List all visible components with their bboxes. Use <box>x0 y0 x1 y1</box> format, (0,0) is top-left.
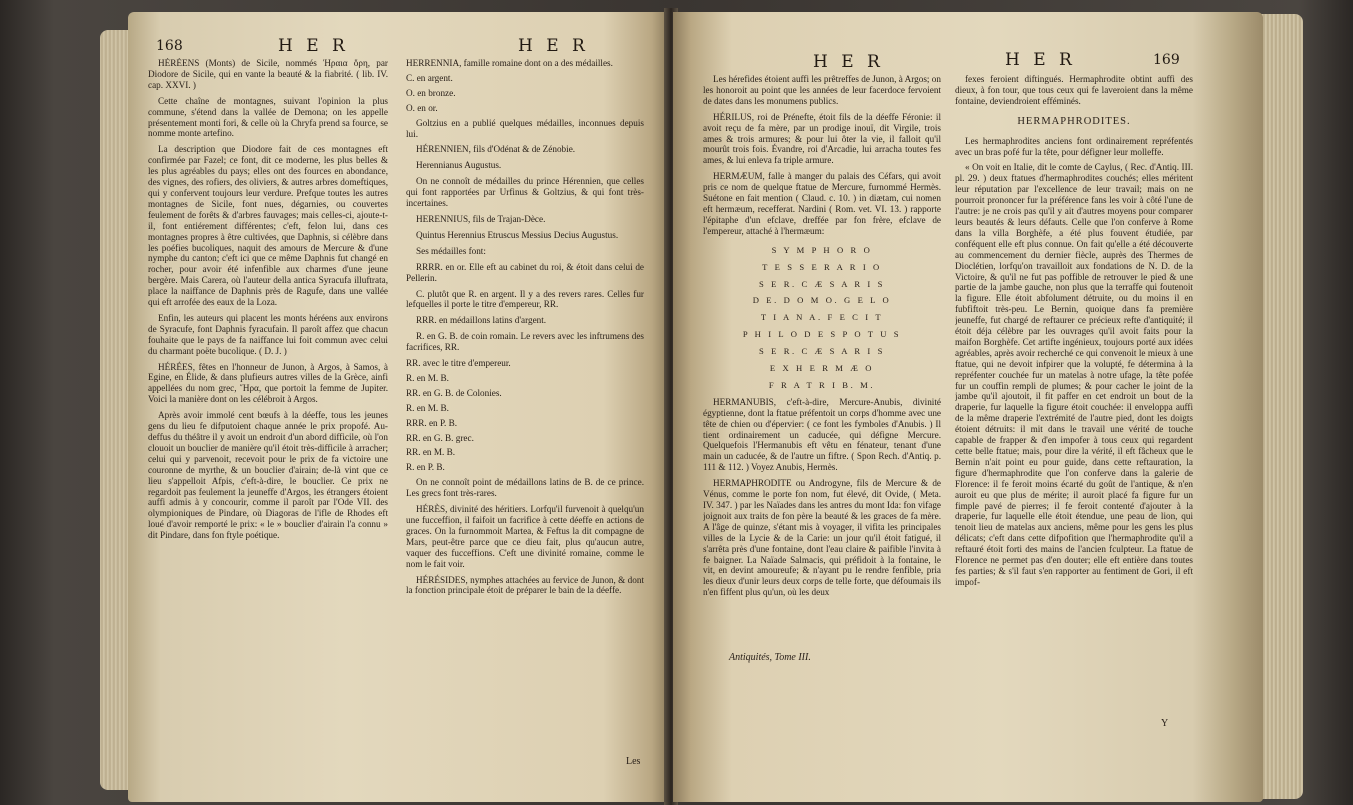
medal-entry: RR. en G. B. de Colonies. <box>406 387 502 398</box>
inscription-line: E X H E R M Æ O <box>769 363 875 374</box>
paragraph: Goltzius en a publié quelques médailles, inconnues depuis lui. <box>406 117 644 139</box>
medal-entry: RR. en G. B. grec. <box>406 432 474 443</box>
column-right <box>406 58 644 764</box>
medal-entry: R. en P. B. <box>406 462 445 473</box>
page-number: 169 <box>1153 52 1180 68</box>
medal-entry: R. en M. B. <box>406 372 449 383</box>
paragraph: Cette chaîne de montagnes, suivant l'opinion la plus commune, s'étend dans la vallée de Demona; on les appelle présentement monti fori, & celle où la Chryfa prend sa fource, se nomme monte artefino. <box>148 95 388 139</box>
paragraph: Herennianus Augustus. <box>416 160 502 171</box>
paragraph: R. en G. B. de coin romain. Le revers avec les inftrumens des facrifices, RR. <box>406 331 644 353</box>
paragraph: HERMÆUM, falle à manger du palais des Céfars, qui avoit pris ce nom de quelque ftatue de Mercure, furnommé Hermès. Suétone en fait mention ( Claud. c. 10. ) in diætam, cui nomen eft hermæum, recefferat. Nardini ( Rom. vet. VI. 13. ) rapporte l'épitaphe d'un efclave, dreffée par fon frère, efclave de l'empereur, attaché à l'hermæum: <box>703 171 941 236</box>
paragraph: HÉRÉSIDES, nymphes attachées au fervice de Junon, & dont la fonction principale étoit de préparer le bain de la déeffe. <box>406 574 644 596</box>
inscription-line: T E S S E R A R I O <box>762 261 882 272</box>
entries <box>955 74 1193 107</box>
paragraph: HÉRILUS, roi de Prénefte, étoit fils de la déeffe Féronie: il avoit reçu de fa mère, par un prodige inouï, dit Virgile, trois ames & trois armures; & pour lui ôter la vie, il falloit qu'il mourût trois fois. Évandre, roi d'Arcadie, lui arracha toutes fes ames, & lui enleva fa triple armure. <box>703 111 941 166</box>
paragraph: HERENNIUS, fils de Trajan-Dèce. <box>416 213 546 224</box>
medal-entry: O. en bronze. <box>406 87 456 98</box>
paragraph: Après avoir immolé cent bœufs à la déeffe, tous les jeunes gens du lieu fe difputoient chaque année le prix propofé. Au-deffus du théâtre il y avoit un endroit d'un abord difficile, où l'on clouoit un bouclier de manière qu'il étoit très-difficile à arracher; celui qui y parvenoit, recevoit pour le prix de fa victoire une couronne de myrthe, & un bouclier d'airain; de-là vint que ce lieu s'appelloit Afpis, c'eft-à-dire, le bouclier. Ce prix ne regardoit pas feulement la jeuneffe d'Argos, les étrangers étoient auffi admis à y concourir, comme il paroît par l'Ode VII. des olympioniques de Pindare, où Diagoras de l'ifle de Rhodes eft loué d'avoir remporté le prix: « le » bouclier d'airain l'a connu » dit Pindare, dans fon ftyle poétique. <box>148 410 388 541</box>
epitaph-inscription <box>703 245 941 391</box>
catchword: Les <box>626 756 641 767</box>
inscription-line: F R A T R I B. M. <box>768 379 876 390</box>
column-left <box>703 74 941 694</box>
column-left <box>148 58 388 778</box>
entries-tail <box>406 477 644 596</box>
inscription-line: T I A N A. F E C I T <box>760 312 884 323</box>
paragraph: Ses médailles font: <box>416 245 486 256</box>
paragraph: HÉRENNIEN, fils d'Odénat & de Zénobie. <box>416 144 576 155</box>
medal-list-2 <box>406 358 644 473</box>
medal-entry: O. en or. <box>406 102 438 113</box>
paragraph: Quintus Herennius Etruscus Messius Decius Augustus. <box>416 229 619 240</box>
running-head-left: H E R <box>813 52 884 72</box>
paragraph: fexes feroient diftingués. Hermaphrodite obtint auffi des dieux, à fon tour, que tous ceux qui fe laveroient dans la même fontaine, deviendroient efféminés. <box>955 74 1193 106</box>
paragraph: Les hérefides étoient auffi les prêtreffes de Junon, à Argos; on les honoroit au point que les années de leur facerdoce fervoient de dates dans les monumens publics. <box>703 74 941 106</box>
medal-list <box>406 73 644 114</box>
medal-entry: RRR. en P. B. <box>406 417 458 428</box>
left-page <box>128 12 668 802</box>
right-page <box>673 12 1263 802</box>
right-page-edges <box>1258 14 1303 799</box>
paragraph: HÉRÉES, fêtes en l'honneur de Junon, à Argos, à Samos, à Egine, en Élide, & dans plufieurs autres villes de la Grèce, ainfi appellées du nom grec, Ἥρα, que portoit la femme de Jupiter. Voici la manière dont on les célébroit à Argos. <box>148 361 388 405</box>
entries <box>703 74 941 237</box>
medal-entry: R. en M. B. <box>406 402 449 413</box>
entries <box>406 118 644 353</box>
paragraph: HERMAPHRODITE ou Androgyne, fils de Mercure & de Vénus, comme le porte fon nom, fut élevé, dit Ovide, ( Meta. IV. 347. ) par les Naïades dans les antres du mont Ida: fon vifage joignoit aux traits de fon père la beauté & les graces de fa mère. A l'âge de quinze, s'étant mis à voyager, il vifita les principales villes de la Lycie & de la Carie: un jour qu'il étoit fatigué, il s'arrêta près d'une fontaine, dont l'eau claire & paifible l'invita à fe baigner. La Naïade Salmacis, qui préfidoit à la fontaine, le vit, en devint amoureufe; & n'ayant pu le rendre fenfible, pria les dieux d'unir leurs deux corps de telle forte, que défoumais ils n'en fiffent plus qu'un, où les deux <box>703 478 941 598</box>
paragraph: RRR. en médaillons latins d'argent. <box>416 315 547 326</box>
paragraph: Enfin, les auteurs qui placent les monts héréens aux environs de Syracufe, font Daphnis fyracufain. Il paroît affez que chacun fouhaite que le pays de fa naiffance lui foit commun avec celui du charmant poëte bucolique. ( D. J. ) <box>148 312 388 356</box>
paragraph: La description que Diodore fait de ces montagnes eft confirmée par Fazel; ce font, dit ce moderne, les plus belles & les plus agréables du pays; elles ont des fources en abondance, des vignes, des rofiers, des oliviers, & autres arbres domeftiques, qui y confervent toujours leur verdure. Prefque toutes les autres montagnes de Sicile, font nues, dégarnies, ou couvertes feulement de forêts & d'arbres fauvages; mais celles-ci, ajoute-t-il, font entiérement différentes; c'eft, felon lui, dans ces montagnes propres à être cultivées, que Daphnis, si célèbre dans les poéfies bucoliques, naquit des amours de Mercure & d'une nymphe du canton; c'eft ici que ce même Daphnis fut changé en rocher, pour avoir été infenfible aux charmes d'une jeune bergère. Mais Carera, où l'auteur della antica Syracufa illuftrata, place la naiffance de Daphnis près de Ragufe, dans une vallée qui eft arrofée des eaux de la Loza. <box>148 144 388 308</box>
page-number: 168 <box>156 38 183 54</box>
paragraph: C. plutôt que R. en argent. Il y a des revers rares. Celles fur lefquelles il porte le titre d'empereur, RR. <box>406 288 644 310</box>
medal-entry: RR. avec le titre d'empereur. <box>406 358 511 369</box>
paragraph: On ne connoît de médailles du prince Hérennien, que celles qui font rapportées par Urfinus & Goltzius, & qui font très-incertaines. <box>406 176 644 209</box>
running-head: H E R <box>1005 50 1076 70</box>
inscription-line: S E R. C Æ S A R I S <box>758 346 886 357</box>
medal-entry: RR. en M. B. <box>406 447 456 458</box>
inscription-line: P H I L O D E S P O T U S <box>742 329 902 340</box>
paragraph: On ne connoît point de médaillons latins de B. de ce prince. Les grecs font très-rares. <box>406 477 644 499</box>
paragraph: RRRR. en or. Elle eft au cabinet du roi, & étoit dans celui de Pellerin. <box>406 261 644 283</box>
volume-footer: Antiquités, Tome III. <box>729 652 811 663</box>
entry-herrennia: HERRENNIA, famille romaine dont on a des médailles. <box>406 58 613 68</box>
paragraph: HERMANUBIS, c'eft-à-dire, Mercure-Anubis, divinité égyptienne, dont la ftatue préfentoit un corps d'homme avec une tête de chien ou d'épervier: ( ce font les fymboles d'Anubis. ) Il tient ordinairement un caducée, qui défigne Mercure. Quelquefois l'Hermanubis eft vêtu en fénateur, tenant d'une main un caducée, & de l'autre un fiftre. ( Spon Rech. d'Antiq. p. 111 & 112. ) Voyez Anubis, Hermès. <box>703 396 941 473</box>
medal-entry: C. en argent. <box>406 72 453 83</box>
entries-tail <box>703 397 941 598</box>
section-heading: HERMAPHRODITES. <box>1017 115 1131 127</box>
column-right <box>955 74 1193 724</box>
paragraph: HÉRÉENS (Monts) de Sicile, nommés Ἡραια ὄρη, par Diodore de Sicile, qui en vante la beauté & la fiabrité. ( lib. IV. cap. XXVI. ) <box>148 58 388 90</box>
inscription-line: S E R. C Æ S A R I S <box>758 278 886 289</box>
paragraph: HÉRÈS, divinité des héritiers. Lorfqu'il furvenoit à quelqu'un une fucceffion, il faifoit un facrifice à cette déeffe en actions de graces. On la furnommoit Martea, & Feftus la dit compagne de Mars, peut-être parce que ce dieu fait, plus qu'aucun autre, vaquer des fucceffions. C'eft une divinité romaine, comme le nom le fait voir. <box>406 504 644 569</box>
running-head: H E R <box>278 36 349 56</box>
paragraph: « On voit en Italie, dit le comte de Caylus, ( Rec. d'Antiq. III. pl. 29. ) deux ftatues d'hermaphrodites couchés; elles méritent leur réputation par l'excellence de leur travail; mais on ne pourroit prononcer fur la préférence fans les voir à côté l'une de l'autre: je ne crois pas qu'il y ait d'autres moyens pour comparer leurs beautés & leurs défauts. Celle que l'on conferve à Rome dans la villa Borghèfe, a été plus fouvent étudiée, par conféquent elle eft plus connue. On fait qu'elle a été découverte au commencement du dernier fiècle, auprès des Thermes de Dioclétien, lorfqu'on travailloit aux fondations de N. D. de la Victoire, & qu'il ne fut pas poffible de retrouver le pied & une partie de la jambe gauche, non plus que la terraffe qui foutenoit la figure. Elle étoit abfolument détruite, ou du moins il en fubfiftoit très-peu. Le Bernin, quoique dans fa première jeuneffe, fut chargé de reftaurer ce précieux refte d'antiquité; il étoit déja célèbre par les ouvrages qu'il avoit faits pour la maifon Borghèfe. Cet artifte ingénieux, toujours porté aux idées agréables, après avoir recherché ce qui convenoit le mieux à une ftatue, qui ne devoit infpirer que la volupté, fe détermina à la repréfenter couchée fur un matelas à notre ufage, la tête pofée fur un couffin rempli de plumes; & pour cacher le joint de la jambe qu'il ajoutoit, il fit paffer en cet endroit un bout de la draperie, fur laquelle la figure étoit couchée: il enveloppa auffi de la même draperie l'extrémité de l'autre pied, dont les doigts étoient détruits: il mit dans le travail une vérité de touche capable de frapper & d'en impofer à tous ceux qui regardent cette belle ftatue; mais, pour dire la vérité, il eft fâcheux que le Bernin n'ait point eu pour guide, dans cette reftauration, la figure d'hermaphrodite que l'on conferve dans la galerie de Florence: il fe feroit moins écarté du goût de l'antique, & n'en auroit eu que plus de mérite; il auroit placé fa figure fur un fimple pavé de pierres; il fe feroit contenté d'ajouter à la draperie, fur laquelle elle étoit étendue, une peau de lion, qui tenoit lieu de matelas aux anciens, même pour les gens les plus délicats; c'eft dans cette difpofition que l'hermaphrodite qu'il a reftauré étoit forti des mains de l'ancien fculpteur. La ftatue de Florence ne permet pas d'en douter; elle eft entière dans toutes fes parties; & s'il faut s'en rapporter au fentiment de Gori, il eft impof- <box>955 162 1193 587</box>
running-head-right: H E R <box>518 36 589 56</box>
inscription-line: D E. D O M O. G E L O <box>752 295 892 306</box>
entries-body <box>955 136 1193 588</box>
signature-mark: Y <box>1161 718 1169 729</box>
inscription-line: S Y M P H O R O <box>771 244 873 255</box>
paragraph: Les hermaphrodites anciens font ordinairement repréfentés avec un bras pofé fur la tête, pour défigner leur molleffe. <box>955 135 1193 157</box>
